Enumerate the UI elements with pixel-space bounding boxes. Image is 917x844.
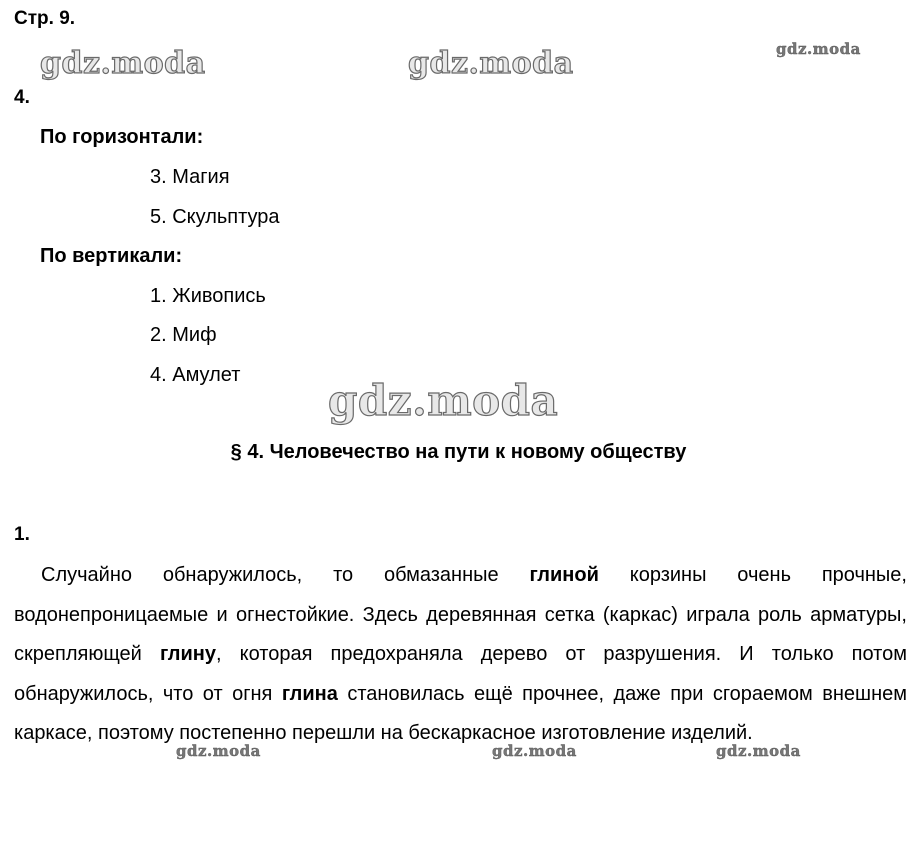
- paragraph-text: Случайно обнаружилось, то обмазанные: [41, 564, 530, 586]
- watermark-logo: gdz.moda: [408, 46, 574, 81]
- answer-item: 2. Миф: [150, 324, 217, 346]
- answer-item: 5. Скульптура: [150, 206, 280, 228]
- task-number-4: 4.: [14, 87, 30, 108]
- task-number-1: 1.: [14, 524, 30, 545]
- paragraph-text: корзины очень прочные, водонепроницаемые и огнестойкие. Здесь деревянная сетка (каркас) играла роль арматуры, скрепляющей: [14, 564, 907, 665]
- watermark-logo: gdz.moda: [176, 742, 261, 760]
- watermark-logo: gdz.moda: [492, 742, 577, 760]
- watermark-logo: gdz.moda: [328, 376, 559, 425]
- answer-item: 4. Амулет: [150, 364, 241, 386]
- answer-item: 3. Магия: [150, 166, 230, 188]
- highlighted-term: глину: [159, 643, 216, 665]
- paragraph-text: становилась ещё прочнее, даже при сгораемом внешнем каркасе, поэтому постепенно перешли на бескаркасное изготовление изделий.: [14, 682, 907, 744]
- highlighted-term: глина: [281, 682, 338, 705]
- answer-item: 1. Живопись: [150, 285, 266, 307]
- paragraph-text: , которая предохраняла дерево от разрушения. И только потом обнаружилось, что от огня: [14, 643, 907, 705]
- section-title: § 4. Человечество на пути к новому обществу: [230, 441, 687, 463]
- answer-paragraph: [14, 556, 907, 754]
- watermark-logo: gdz.moda: [716, 742, 801, 760]
- watermark-logo: gdz.moda: [776, 40, 861, 58]
- horizontal-heading: По горизонтали:: [40, 126, 204, 148]
- page-label: Стр. 9.: [14, 8, 76, 29]
- vertical-heading: По вертикали:: [40, 245, 183, 267]
- highlighted-term: глиной: [529, 564, 599, 586]
- watermark-logo: gdz.moda: [40, 46, 206, 81]
